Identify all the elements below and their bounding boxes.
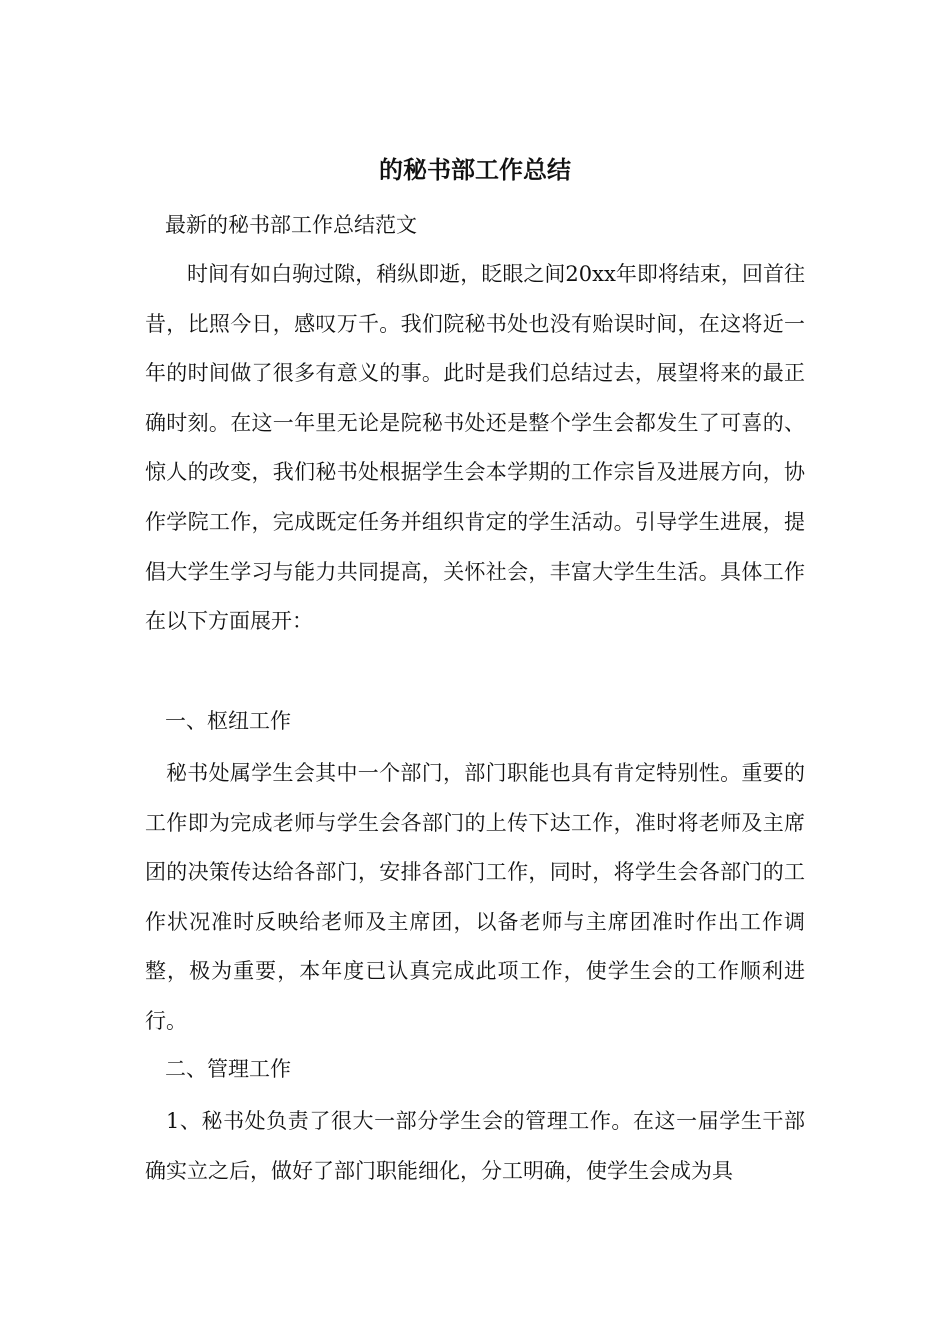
document-subtitle: 最新的秘书部工作总结范文 xyxy=(165,213,417,237)
section-1-paragraph: 秘书处属学生会其中一个部门，部门职能也具有肯定特别性。重要的工作即为完成老师与学生会各部门的上传下达工作，准时将老师及主席团的决策传达给各部门，安排各部门工作，同时，将学生会各部门的工作状况准时反映给老师及主席团，以备老师与主席团准时作出工作调整，极为重要，本年度已认真完成此项工作，使学生会的工作顺利进行。 xyxy=(145,761,805,1033)
intro-paragraph: 时间有如白驹过隙，稍纵即逝，眨眼之间20xx年即将结束，回首往昔，比照今日，感叹万千。我们院秘书处也没有贻误时间，在这将近一年的时间做了很多有意义的事。此时是我们总结过去，展望将来的最正确时刻。在这一年里无论是院秘书处还是整个学生会都发生了可喜的、惊人的改变，我们秘书处根据学生会本学期的工作宗旨及进展方向，协作学院工作，完成既定任务并组织肯定的学生活动。引导学生进展，提倡大学生学习与能力共同提高，关怀社会，丰富大学生生活。具体工作在以下方面展开： xyxy=(145,262,805,634)
document-title: 的秘书部工作总结 xyxy=(379,155,571,184)
section-2-paragraph: 1、秘书处负责了很大一部分学生会的管理工作。在这一届学生干部确实立之后，做好了部门职能细化，分工明确，使学生会成为具 xyxy=(145,1109,805,1183)
section-heading-2: 二、管理工作 xyxy=(165,1057,291,1081)
section-heading-1: 一、枢纽工作 xyxy=(165,709,291,733)
